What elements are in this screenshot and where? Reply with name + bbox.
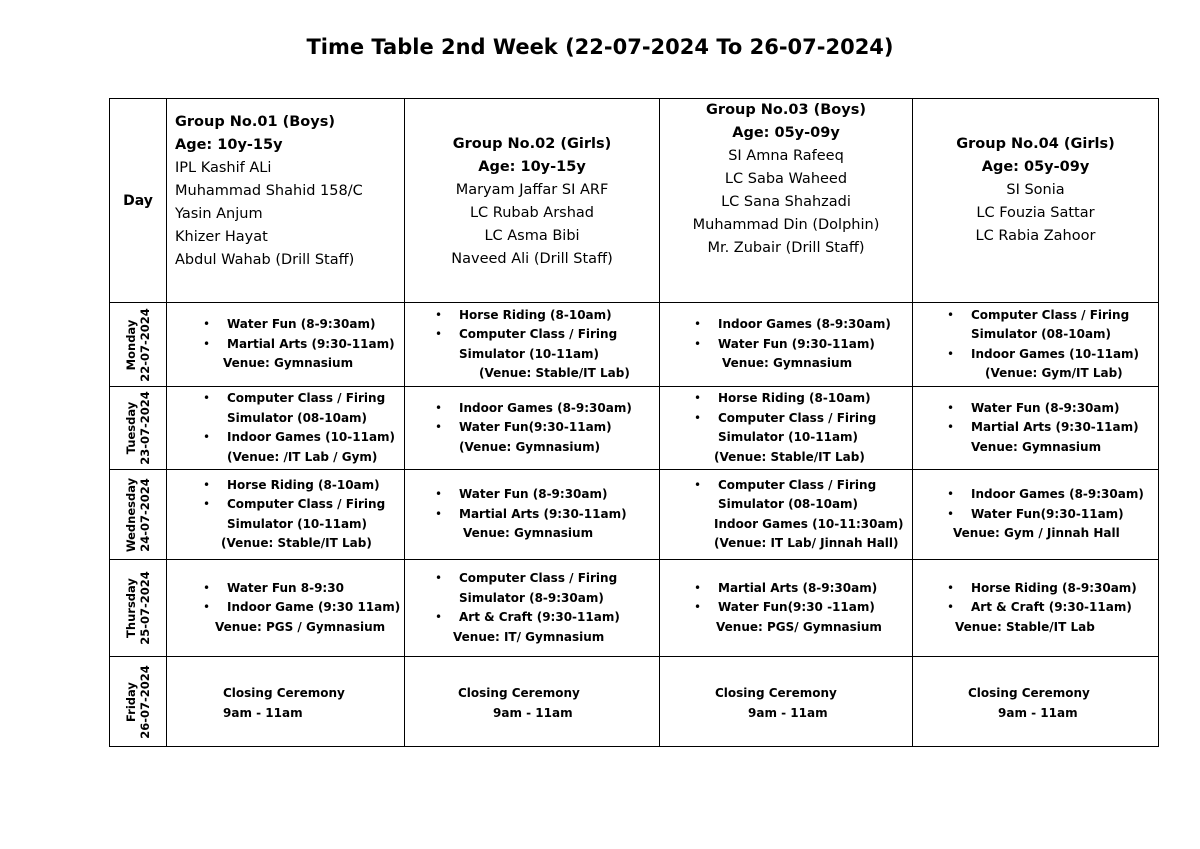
activity-item: • Martial Arts (8-9:30am) [694, 580, 878, 595]
activity-item: • Computer Class / Firing Simulator (10-11am) [694, 410, 877, 444]
closing-cell [913, 657, 1159, 747]
activity-item: • Horse Riding (8-10am) [694, 391, 871, 405]
day-row-monday [110, 303, 1159, 387]
closing-label: Closing Ceremony [968, 686, 1090, 700]
day-label [124, 477, 152, 551]
day-name: Tuesday [124, 401, 138, 455]
activity-item: • Indoor Games (10-11am) (Venue: /IT Lab / Gym) [203, 430, 396, 464]
venue: (Venue: IT Lab/ Jinnah Hall) [714, 536, 899, 550]
schedule-cell [167, 470, 405, 560]
schedule-cell [913, 303, 1159, 387]
schedule-cell [167, 387, 405, 470]
closing-time: 9am - 11am [223, 706, 303, 720]
activity-item: • Indoor Games (8-9:30am) [435, 400, 632, 415]
group-name: Group No.01 (Boys) [175, 114, 335, 130]
activity-item: • Water Fun (9:30-11am) [694, 336, 875, 351]
closing-time: 9am - 11am [748, 706, 828, 720]
group-name: Group No.04 (Girls) [956, 136, 1115, 152]
venue: Venue: IT/ Gymnasium [453, 629, 605, 644]
group-header-1 [167, 99, 405, 303]
staff-name: IPL Kashif ALi [175, 160, 272, 176]
group-age: Age: 05y-09y [732, 125, 840, 141]
day-row-friday [110, 657, 1159, 747]
day-label [124, 571, 152, 645]
staff-name: SI Amna Rafeeq [728, 148, 844, 164]
day-row-wednesday [110, 470, 1159, 560]
activity-item: • Indoor Games (8-9:30am) [947, 487, 1144, 502]
venue: Venue: PGS / Gymnasium [215, 619, 386, 634]
group-header-4 [913, 99, 1159, 303]
staff-name: Muhammad Shahid 158/C [175, 183, 363, 199]
header-row [110, 99, 1159, 303]
staff-name: LC Rubab Arshad [469, 205, 595, 221]
group-header-3 [660, 99, 913, 303]
staff-name: LC Fouzia Sattar [976, 205, 1095, 221]
schedule-cell [405, 560, 660, 657]
activity-item: • Indoor Game (9:30 11am) [203, 600, 401, 615]
activity-item: • Computer Class / Firing Simulator (08-10am) [947, 307, 1130, 341]
staff-name: Khizer Hayat [175, 229, 268, 245]
closing-cell [660, 657, 913, 747]
activity-item: • Horse Riding (8-10am) [203, 477, 380, 492]
staff-name: LC Saba Waheed [724, 171, 848, 187]
venue: (Venue: Stable/IT Lab) [479, 366, 630, 380]
schedule-cell [913, 560, 1159, 657]
group-name: Group No.02 (Girls) [452, 136, 612, 152]
staff-name: Mr. Zubair (Drill Staff) [707, 240, 865, 256]
day-name: Monday [124, 319, 138, 370]
schedule-cell [167, 560, 405, 657]
activity-item: • Martial Arts (9:30-11am) [203, 336, 395, 351]
venue: Venue: Gymnasium [722, 356, 853, 371]
activity-item: • Water Fun(9:30-11am) [947, 506, 1124, 521]
activity-item: • Horse Riding (8-10am) [435, 307, 612, 322]
activity-item: • Martial Arts (9:30-11am) Venue: Gymnasium [947, 420, 1139, 454]
activity-item: • Water Fun(9:30-11am) (Venue: Gymnasium) [435, 420, 612, 454]
day-cell [110, 303, 167, 387]
staff-name: Abdul Wahab (Drill Staff) [175, 252, 355, 268]
schedule-cell [405, 470, 660, 560]
activity-item: • Computer Class / Firing Simulator (10-11am) [203, 497, 386, 531]
group-age: Age: 05y-09y [981, 159, 1090, 175]
venue: (Venue: Stable/IT Lab) [714, 449, 865, 464]
day-label [124, 665, 152, 739]
staff-name: Yasin Anjum [175, 206, 263, 222]
venue: (Venue: Gym/IT Lab) [985, 366, 1123, 380]
day-name: Thursday [124, 578, 138, 638]
day-row-tuesday [110, 387, 1159, 470]
day-row-thursday [110, 560, 1159, 657]
group-age: Age: 10y-15y [478, 159, 586, 175]
schedule-cell [913, 387, 1159, 470]
group-header-2 [405, 99, 660, 303]
activity-item: • Computer Class / Firing Simulator (08-10am) [694, 477, 877, 511]
venue: Venue: Gymnasium [223, 356, 354, 371]
activity-item: • Water Fun (8-9:30am) [203, 317, 376, 332]
schedule-cell [660, 303, 913, 387]
schedule-cell [167, 303, 405, 387]
closing-time: 9am - 11am [998, 706, 1078, 720]
venue: Venue: Gym / Jinnah Hall [953, 526, 1120, 541]
group-name: Group No.03 (Boys) [706, 102, 866, 118]
activity-extra: Indoor Games (10-11:30am) [714, 516, 904, 531]
venue: Venue: Gymnasium [463, 526, 594, 541]
day-date: 22-07-2024 [138, 307, 152, 382]
activity-item: • Martial Arts (9:30-11am) [435, 506, 627, 521]
activity-item: • Water Fun (8-9:30am) [435, 487, 608, 502]
activity-item: • Indoor Games (8-9:30am) [694, 317, 891, 332]
closing-label: Closing Ceremony [715, 686, 837, 700]
staff-name: Maryam Jaffar SI ARF [455, 182, 609, 198]
schedule-cell [660, 470, 913, 560]
staff-name: LC Sana Shahzadi [721, 194, 851, 210]
group-age: Age: 10y-15y [175, 137, 283, 153]
closing-label: Closing Ceremony [458, 686, 580, 700]
activity-item: • Computer Class / Firing Simulator (8-9:30am) [435, 571, 618, 605]
staff-name: Naveed Ali (Drill Staff) [451, 251, 613, 267]
day-date: 25-07-2024 [138, 571, 152, 645]
day-cell [110, 560, 167, 657]
venue: Venue: Stable/IT Lab [955, 619, 1095, 634]
day-date: 24-07-2024 [138, 477, 152, 552]
activity-item: • Art & Craft (9:30-11am) [947, 600, 1132, 615]
timetable [109, 98, 1159, 747]
activity-item: • Water Fun(9:30 -11am) [694, 600, 875, 615]
day-name: Wednesday [124, 477, 138, 552]
activity-item: • Computer Class / Firing Simulator (10-11am) [435, 327, 618, 361]
page-title: Time Table 2nd Week (22-07-2024 To 26-07-2024) [306, 35, 894, 59]
schedule-cell [405, 387, 660, 470]
staff-name: Muhammad Din (Dolphin) [692, 217, 880, 233]
venue: (Venue: Stable/IT Lab) [221, 536, 372, 550]
venue: Venue: PGS/ Gymnasium [716, 619, 882, 634]
activity-item: • Water Fun 8-9:30 [203, 580, 344, 595]
activity-item: • Computer Class / Firing Simulator (08-10am) [203, 391, 386, 425]
schedule-cell [660, 560, 913, 657]
closing-time: 9am - 11am [493, 706, 573, 720]
staff-name: LC Rabia Zahoor [975, 228, 1096, 244]
day-cell [110, 470, 167, 560]
closing-label: Closing Ceremony [223, 686, 345, 700]
day-cell [110, 657, 167, 747]
closing-cell [167, 657, 405, 747]
day-label [124, 308, 152, 382]
schedule-cell [405, 303, 660, 387]
day-date: 26-07-2024 [138, 664, 152, 739]
staff-name: SI Sonia [1006, 182, 1065, 198]
schedule-cell [660, 387, 913, 470]
day-header: Day [110, 99, 167, 303]
activity-item: • Water Fun (8-9:30am) [947, 400, 1120, 415]
activity-item: • Art & Craft (9:30-11am) [435, 610, 620, 624]
schedule-cell [913, 470, 1159, 560]
activity-item: • Horse Riding (8-9:30am) [947, 580, 1137, 595]
day-date: 23-07-2024 [138, 391, 152, 465]
activity-item: • Indoor Games (10-11am) [947, 346, 1140, 361]
day-name: Friday [124, 681, 138, 722]
closing-cell [405, 657, 660, 747]
staff-name: LC Asma Bibi [484, 228, 580, 244]
day-cell [110, 387, 167, 470]
day-label [124, 391, 152, 465]
